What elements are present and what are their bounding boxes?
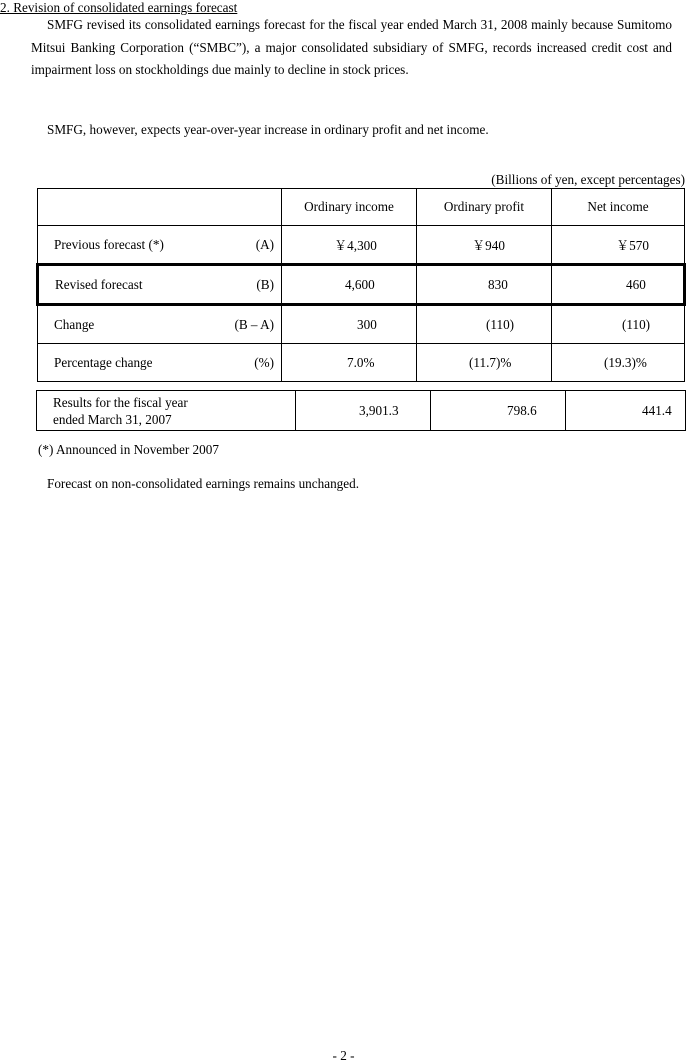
footnote: (*) Announced in November 2007: [38, 442, 219, 457]
cell-ordinary-income: 4,600: [282, 265, 417, 305]
paragraph-outlook: SMFG, however, expects year-over-year increase in ordinary profit and net income.: [47, 122, 489, 137]
non-consolidated-note: Forecast on non-consolidated earnings remains unchanged.: [47, 476, 360, 491]
cell-ordinary-profit: (11.7)%: [417, 344, 552, 382]
cell-net-income: ￥570: [552, 226, 685, 265]
table-header-row: [38, 189, 685, 226]
row-label: Revised forecast: [55, 276, 143, 292]
cell-ordinary-profit: ￥940: [417, 226, 552, 265]
cell-ordinary-income: 300: [282, 305, 417, 344]
paragraph-revision-reason-text: SMFG revised its consolidated earnings forecast for the fiscal year ended March 31, 2008 mainly because Sumitomo Mitsui Banking Corporation (“SMBC”), a major consolidated subsidiary of SMFG, records increased credit cost and impairment loss on stockholdings due mainly to decline in stock prices.: [31, 17, 672, 77]
results-table: [36, 390, 686, 431]
cell-ordinary-profit: 798.6: [431, 391, 566, 431]
cell-ordinary-profit: 830: [417, 265, 552, 305]
cell-net-income: (110): [552, 305, 685, 344]
row-label-cell: [38, 344, 282, 382]
row-tag: (A): [255, 236, 274, 252]
section-heading: 2. Revision of consolidated earnings forecast: [0, 0, 238, 15]
cell-net-income: (19.3)%: [552, 344, 685, 382]
row-label: Previous forecast (*): [54, 236, 164, 252]
row-tag: (%): [254, 354, 274, 370]
table-row-results-fy2007: [37, 391, 686, 431]
cell-ordinary-income: 3,901.3: [296, 391, 431, 431]
forecast-table: [36, 188, 686, 382]
header-blank-cell: [38, 189, 282, 226]
results-label-line2: ended March 31, 2007: [53, 411, 172, 427]
row-label-cell: [38, 226, 282, 265]
paragraph-revision-reason: [31, 14, 672, 82]
row-label: Change: [54, 316, 95, 332]
table-row-previous-forecast: [38, 226, 685, 265]
table-row-change: [38, 305, 685, 344]
table-row-revised-forecast: [38, 265, 685, 305]
header-ordinary-profit: Ordinary profit: [417, 189, 552, 226]
row-tag: (B): [256, 276, 274, 292]
results-label-line1: Results for the fiscal year: [53, 394, 188, 410]
cell-net-income: 441.4: [566, 391, 686, 431]
header-net-income: Net income: [552, 189, 685, 226]
cell-net-income: 460: [552, 265, 685, 305]
page-number: - 2 -: [332, 1048, 355, 1063]
row-label: Percentage change: [54, 354, 153, 370]
row-label-cell: [38, 305, 282, 344]
header-ordinary-income: Ordinary income: [282, 189, 417, 226]
table-row-percentage-change: [38, 344, 685, 382]
row-label-cell: [38, 265, 282, 305]
cell-ordinary-income: 7.0%: [282, 344, 417, 382]
units-note: (Billions of yen, except percentages): [491, 172, 685, 187]
cell-ordinary-profit: (110): [417, 305, 552, 344]
row-tag: (B – A): [234, 316, 274, 332]
results-label-cell: [37, 391, 296, 431]
cell-ordinary-income: ￥4,300: [282, 226, 417, 265]
